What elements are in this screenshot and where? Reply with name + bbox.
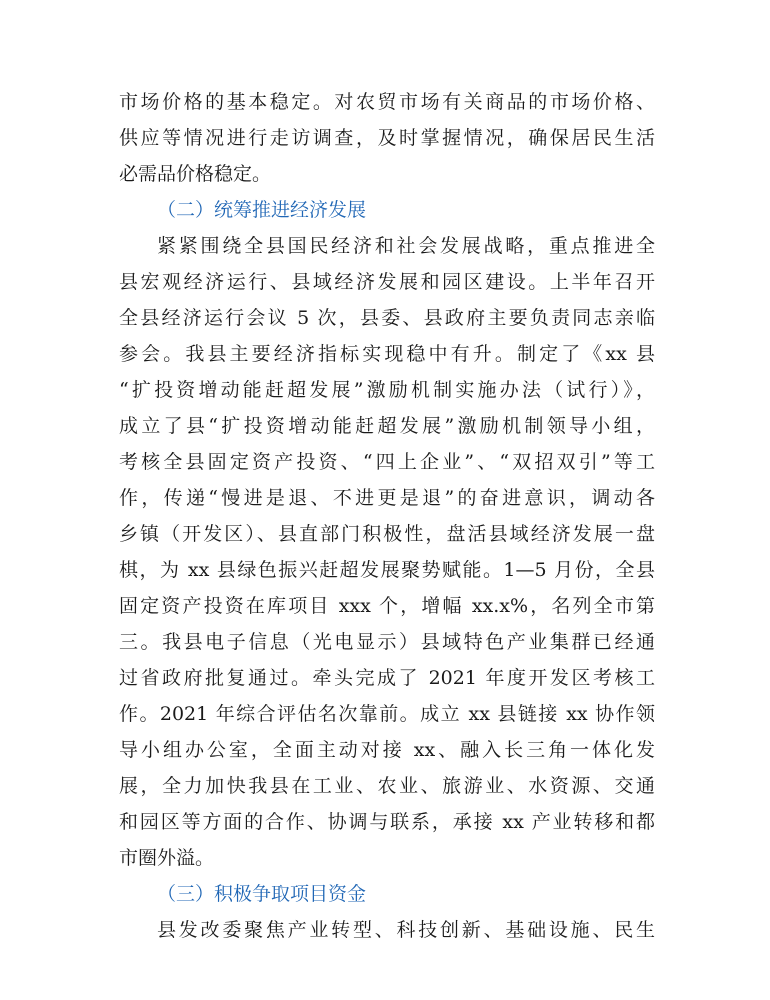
paragraph-line: “扩投资增动能赶超发展”激励机制实施办法（试行）》， bbox=[119, 379, 655, 401]
paragraph-line: 县宏观经济运行、县域经济发展和园区建设。上半年召开 bbox=[119, 271, 655, 293]
paragraph-line: 固定资产投资在库项目 xxx 个，增幅 xx.x%，名列全市第 bbox=[119, 595, 655, 617]
paragraph-line: 作，传递“慢进是退、不进更是退”的奋进意识，调动各 bbox=[119, 487, 655, 509]
paragraph-line: 参会。我县主要经济指标实现稳中有升。制定了《xx 县 bbox=[119, 343, 655, 365]
paragraph-line: 导小组办公室，全面主动对接 xx、融入长三角一体化发 bbox=[119, 739, 655, 761]
paragraph-line: 市场价格的基本稳定。对农贸市场有关商品的市场价格、 bbox=[119, 91, 655, 113]
paragraph-line: 全县经济运行会议 5 次，县委、县政府主要负责同志亲临 bbox=[119, 307, 655, 329]
paragraph-line: 作。2021 年综合评估名次靠前。成立 xx 县链接 xx 协作领 bbox=[119, 703, 655, 725]
paragraph-last-line: 必需品价格稳定。 bbox=[119, 163, 272, 185]
paragraph-first-line: 县发改委聚焦产业转型、科技创新、基础设施、民生 bbox=[157, 919, 655, 941]
paragraph-first-line: 紧紧围绕全县国民经济和社会发展战略，重点推进全 bbox=[157, 235, 655, 257]
paragraph-last-line: 市圈外溢。 bbox=[119, 847, 215, 869]
paragraph-line: 过省政府批复通过。牵头完成了 2021 年度开发区考核工 bbox=[119, 667, 655, 689]
paragraph-line: 展，全力加快我县在工业、农业、旅游业、水资源、交通 bbox=[119, 775, 655, 797]
paragraph-line: 和园区等方面的合作、协调与联系，承接 xx 产业转移和都 bbox=[119, 811, 655, 833]
paragraph-line: 棋，为 xx 县绿色振兴赶超发展聚势赋能。1—5 月份，全县 bbox=[119, 559, 655, 581]
section-heading: （三）积极争取项目资金 bbox=[157, 883, 367, 905]
paragraph-line: 供应等情况进行走访调查，及时掌握情况，确保居民生活 bbox=[119, 127, 655, 149]
paragraph-line: 乡镇（开发区）、县直部门积极性，盘活县域经济发展一盘 bbox=[119, 523, 655, 545]
document-body bbox=[119, 84, 655, 948]
paragraph-line: 成立了县“扩投资增动能赶超发展”激励机制领导小组， bbox=[119, 415, 655, 437]
section-heading: （二）统筹推进经济发展 bbox=[157, 199, 367, 221]
paragraph-line: 三。我县电子信息（光电显示）县域特色产业集群已经通 bbox=[119, 631, 655, 653]
paragraph-line: 考核全县固定资产投资、“四上企业”、“双招双引”等工 bbox=[119, 451, 655, 473]
